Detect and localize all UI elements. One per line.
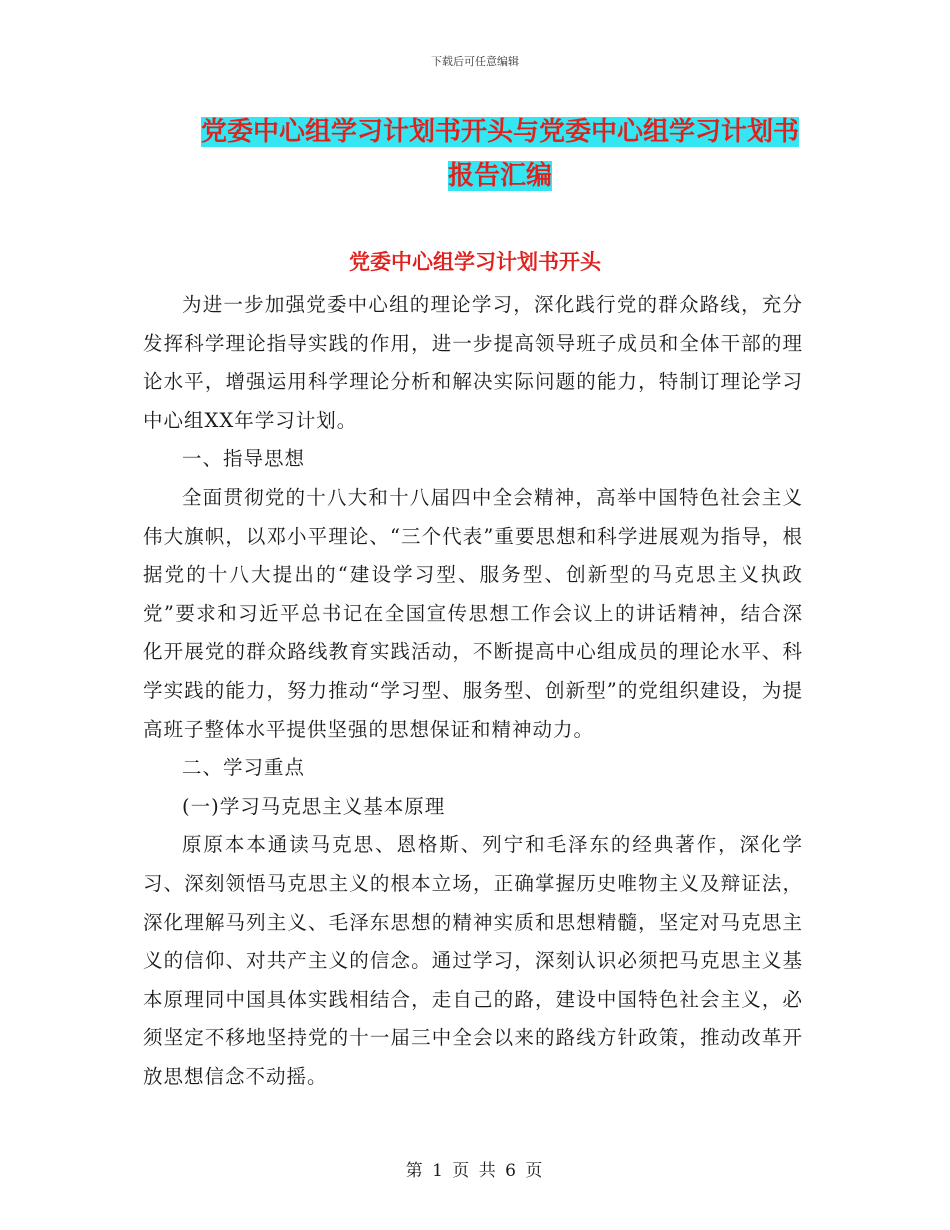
document-title [190,110,810,198]
header-note: 下载后可任意编辑 [431,55,519,68]
paragraph-guiding-ideology: 全面贯彻党的十八大和十八届四中全会精神，高举中国特色社会主义伟大旗帜，以邓小平理论、“三个代表”重要思想和科学进展观为指导，根据党的十八大提出的“建设学习型、服务型、创新型的马克思主义执政党”要求和习近平总书记在全国宣传思想工作会议上的讲话精神，结合深化开展党的群众路线教育实践活动，不断提高中心组成员的理论水平、科学实践的能力，努力推动“学习型、服务型、创新型”的党组织建设，为提高班子整体水平提供坚强的思想保证和精神动力。 [143,485,803,741]
paragraph-marxism-principles: 原原本本通读马克思、恩格斯、列宁和毛泽东的经典著作，深化学习、深刻领悟马克思主义的根本立场，正确掌握历史唯物主义及辩证法，深化理解马列主义、毛泽东思想的精神实质和思想精髓，坚定对马克思主义的信仰、对共产主义的信念。通过学习，深刻认识必须把马克思主义基本原理同中国具体实践相结合，走自己的路，建设中国特色社会主义，必须坚定不移地坚持党的十一届三中全会以来的路线方针政策，推动改革开放思想信念不动摇。 [143,833,803,1088]
heading-study-focus: 二、学习重点 [182,756,306,780]
document-body [143,286,803,1096]
subheading-marxism-principles: (一)学习马克思主义基本原理 [182,794,446,818]
document-title-line2: 报告汇编 [447,161,552,191]
document-title-line1: 党委中心组学习计划书开头与党委中心组学习计划书 [200,117,799,147]
page-footer: 第 1 页 共 6 页 [405,1161,545,1181]
paragraph-intro: 为进一步加强党委中心组的理论学习，深化践行党的群众路线，充分发挥科学理论指导实践的作用，进一步提高领导班子成员和全体干部的理论水平，增强运用科学理论分析和解决实际问题的能力，特制订理论学习中心组XX年学习计划。 [143,293,803,432]
heading-guiding-ideology: 一、指导思想 [182,447,306,471]
section-title: 党委中心组学习计划书开头 [349,250,601,274]
